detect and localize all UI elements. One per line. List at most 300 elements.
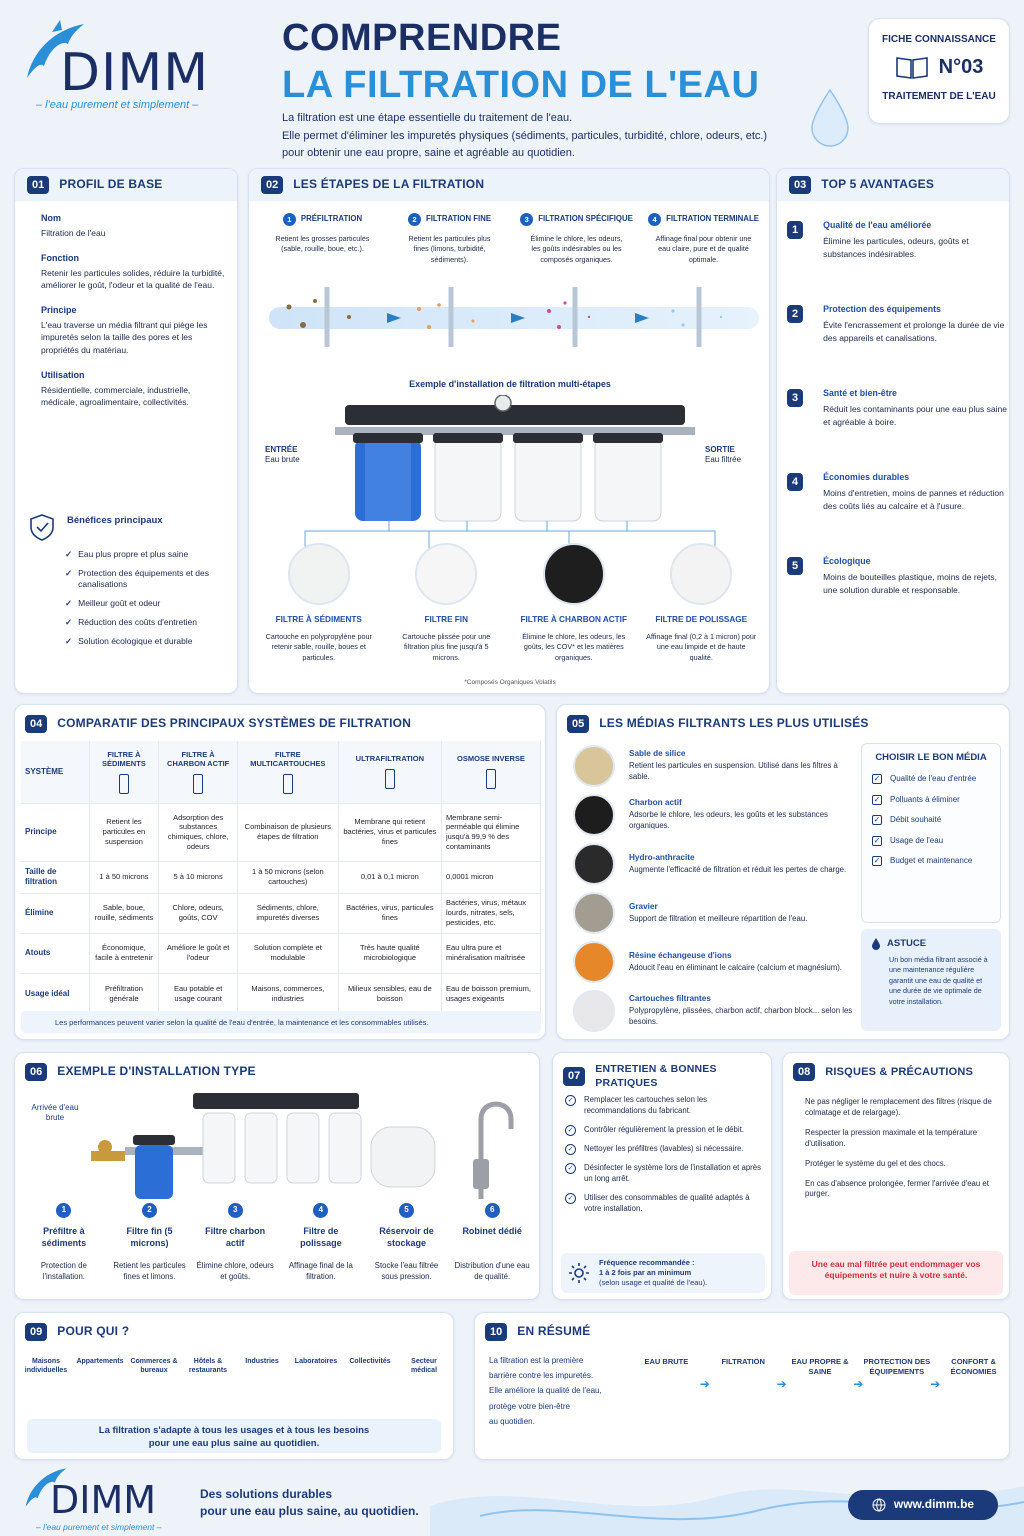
section-number: 06 [25,1063,47,1081]
step-number: 6 [485,1203,500,1218]
audience-label: Hôtels & restaurants [188,1358,228,1375]
choose-item [872,856,1000,866]
step-number: 2 [142,1203,157,1218]
check-icon: ✓ [65,598,73,609]
table-cell: Sable, boue, rouille, sédiments [89,893,159,933]
advantage-item [787,387,1007,449]
frequency-value: 1 à 2 fois par an minimum [599,1268,692,1278]
section-number: 05 [567,715,589,733]
brand-tagline: – l'eau purement et simplement – [36,99,199,111]
maintenance-item [565,1144,765,1155]
step-title: FILTRATION TERMINALE [666,214,759,224]
section-number: 03 [789,176,811,194]
frequency-label: Fréquence recommandée : [599,1258,695,1268]
profile-text: Résidentielle, commerciale, industrielle, médicale, agroalimentaire, collectivités. [41,384,191,407]
tip-text: Un bon média filtrant associé à une maintenance régulière garantit une eau de qualité et une durée de vie optimale de votre installation. [889,955,988,1006]
section-number: 07 [563,1067,585,1085]
table-cell: 0,0001 micron [441,861,540,893]
arrival-label: Arrivée d'eau brute [31,1103,79,1123]
benefit-text: Réduction des coûts d'entretien [78,617,197,628]
installation-step [278,1203,364,1283]
page-title [282,14,759,111]
advantage-desc: Moins de bouteilles plastique, moins de rejets, une solution durable et responsable. [823,572,997,595]
advantage-desc: Élimine les particules, odeurs, goûts et substances indésirables. [823,236,969,259]
profile-item [29,305,229,356]
media-desc: Adoucit l'eau en éliminant le calcaire (calcium et magnésium). [629,962,842,972]
maintenance-text: Utiliser des consommables de qualité adaptés à votre installation. [584,1192,750,1213]
table-cell: Solution complète et modulable [237,933,338,973]
audience-label: Secteur médical [410,1358,438,1375]
slogan-line: pour une eau plus saine, au quotidien. [200,1503,419,1518]
audience-label: Collectivités [349,1358,391,1365]
maintenance-item [565,1125,765,1136]
audience-label: Appartements [76,1358,124,1365]
table-cell: Chlore, odeurs, goûts, COV [159,893,238,933]
media-image [573,892,615,934]
arrow-right-icon: ➔ [853,1377,864,1391]
filter-card [255,543,383,664]
profile-label: Utilisation [41,369,85,380]
filter-desc: Affinage final (0,2 à 1 micron) pour une eau limpide et de haute qualité. [646,631,757,663]
table-cell: Très haute qualité microbiologique [338,933,441,973]
section-etapes [248,168,770,694]
advantage-title: Protection des équipements [823,304,941,314]
footer-logo [22,1464,202,1536]
choose-text: Polluants à éliminer [890,794,960,804]
maintenance-item [565,1163,765,1185]
media-title: Résine échangeuse d'ions [629,950,732,960]
media-item [573,986,853,1035]
filter-title: FILTRE DE POLISSAGE [655,615,748,624]
step-desc: Élimine le chlore, les odeurs, les goûts indésirables ou les composés organiques. [530,234,623,264]
media-image [573,843,615,885]
arrow-right-icon [635,313,649,323]
summary-step-label: CONFORT & ÉCONOMIES [950,1357,997,1376]
gear-icon [567,1261,591,1285]
tip-box [861,929,1001,1031]
summary-step [863,1351,930,1377]
header-label: FILTRE À SÉDIMENTS [102,749,146,769]
table-cell: Adsorption des substances chimiques, chlore, odeurs [159,803,238,861]
section-medias [556,704,1010,1040]
filter-card [638,543,766,664]
step-number: 4 [313,1203,328,1218]
check-circle-icon: ✓ [565,1144,576,1155]
profile-label: Principe [41,305,77,316]
media-item [573,937,853,986]
table-cell: Maisons, commerces, industries [237,973,338,1015]
audience-item [235,1353,289,1375]
summary-step [633,1351,700,1367]
profile-item [29,213,229,239]
inlet-label [265,445,300,466]
arrow-right-icon: ➔ [776,1377,787,1391]
step-desc: Affinage final de la filtration. [288,1261,353,1282]
choose-text: Débit souhaité [890,815,942,825]
arrow-right-icon: ➔ [699,1377,710,1391]
comparison-table [21,741,541,1016]
profile-label: Nom [41,213,61,223]
section-title: EN RÉSUMÉ [517,1324,591,1339]
inlet-title: ENTRÉE [265,445,298,454]
arrow-right-icon: ➔ [930,1377,941,1391]
profile-text: Filtration de l'eau [41,227,106,238]
row-label: Principe [21,803,89,861]
table-note: Les performances peuvent varier selon la qualité de l'eau d'entrée, la maintenance et les consommables utilisés. [55,1018,429,1027]
globe-icon [872,1498,886,1512]
media-image [573,941,615,983]
section-number: 02 [261,176,283,194]
section-title: COMPARATIF DES PRINCIPAUX SYSTÈMES DE FILTRATION [57,716,412,731]
table-header-cell [338,741,441,803]
choose-text: Qualité de l'eau d'entrée [890,774,977,784]
section-pour-qui [14,1312,454,1460]
step-number: 1 [56,1203,71,1218]
step-number: 3 [520,213,533,226]
media-desc: Polypropylène, plissées, charbon actif, charbon block... selon les besoins. [629,1006,853,1027]
section-number: 04 [25,715,47,733]
banner-line: pour une eau plus saine au quotidien. [148,1438,320,1450]
header-label: FILTRE MULTICARTOUCHES [250,749,326,769]
row-label: Usage idéal [21,973,89,1015]
benefit-item [65,617,239,628]
media-image [573,745,615,787]
installation-step [192,1203,278,1283]
advantage-title: Économies durables [823,472,910,482]
section-risques [782,1052,1010,1300]
maintenance-text: Contrôler régulièrement la pression et le débit. [584,1124,744,1134]
profile-text: Retenir les particules solides, réduire la turbidité, améliorer le goût, l'odeur et la qualité de l'eau. [41,267,225,290]
section-installation [14,1052,540,1300]
advantage-title: Qualité de l'eau améliorée [823,220,932,230]
installation-step [107,1203,193,1283]
system-icon [119,774,129,794]
table-header-cell [441,741,540,803]
step-desc: Distribution d'une eau de qualité. [454,1261,530,1282]
brand-tagline: – l'eau purement et simplement – [36,1522,162,1532]
section-entretien [552,1052,772,1300]
choose-text: Usage de l'eau [890,835,944,845]
outlet-label [705,445,741,466]
section-title: EXEMPLE D'INSTALLATION TYPE [57,1064,256,1079]
installation-illustration [21,1089,531,1199]
intro-line: pour obtenir une eau propre, saine et agréable au quotidien. [282,147,575,160]
summary-step [940,1351,1007,1377]
step-title: Préfiltre à sédiments [41,1226,87,1248]
filter-card [383,543,511,664]
audience-item [289,1353,343,1375]
slogan-line: Des solutions durables [200,1487,333,1501]
checkbox-icon: ✓ [873,774,881,784]
fiche-label: FICHE CONNAISSANCE [882,34,996,45]
benefit-item [65,568,239,590]
risk-text: Protéger le système du gel et des chocs. [805,1158,946,1168]
check-icon: ✓ [65,549,73,559]
section-profil [14,168,238,694]
step-desc: Élimine chlore, odeurs et goûts. [196,1261,274,1282]
table-header-cell [89,741,159,803]
summary-step [710,1351,777,1367]
filter-title: FILTRE À CHARBON ACTIF [520,615,627,624]
media-title: Cartouches filtrantes [629,994,711,1004]
table-cell: 5 à 10 microns [159,861,238,893]
choose-item [872,795,1000,805]
section-comparatif [14,704,546,1040]
installation-step [21,1203,107,1283]
filter-image [288,543,350,605]
section-title: POUR QUI ? [57,1324,130,1339]
media-item [573,888,853,937]
step-title: Robinet dédié [462,1226,522,1236]
advantage-item [787,219,1007,281]
checkbox-icon: ✓ [873,855,881,865]
media-item [573,790,853,839]
media-title: Charbon actif [629,798,682,808]
intro-line: La filtration est une étape essentielle du traitement de l'eau. [282,112,573,124]
table-cell: Sédiments, chlore, impuretés diverses [237,893,338,933]
table-cell: 1 à 50 microns (selon cartouches) [237,861,338,893]
system-icon [283,774,293,794]
summary-step [787,1351,854,1377]
section-number: 08 [793,1063,815,1081]
system-icon [486,769,496,789]
table-cell: Eau ultra pure et minéralisation maîtrisée [441,933,540,973]
section-title: ENTRETIEN & BONNES PRATIQUES [595,1063,717,1089]
section-title: PROFIL DE BASE [59,177,163,192]
header-label: FILTRE À CHARBON ACTIF [167,749,230,769]
benefit-text: Solution écologique et durable [78,636,193,647]
step-desc: Stocke l'eau filtrée sous pression. [374,1261,439,1282]
table-cell: Combinaison de plusieurs étapes de filtration [237,803,338,861]
media-desc: Support de filtration et meilleure répartition de l'eau. [629,913,808,923]
table-cell: Préfiltration générale [89,973,159,1015]
step-number: 1 [283,213,296,226]
advantage-title: Écologique [823,556,871,566]
filtration-step [390,213,509,265]
choose-media-box [861,743,1001,923]
profile-text: L'eau traverse un média filtrant qui piège les impuretés selon la taille des pores et les propriétés du matériau. [41,320,208,355]
table-cell: Eau potable et usage courant [159,973,238,1015]
table-row [21,861,541,893]
table-cell: Membrane qui retient bactéries, virus et particules fines [338,803,441,861]
audience-item [19,1353,73,1375]
summary-step-label: PROTECTION DES ÉQUIPEMENTS [863,1357,931,1376]
table-header-cell [21,741,89,803]
inlet-sub: Eau brute [265,455,300,465]
benefit-text: Eau plus propre et plus saine [78,549,189,559]
filter-title: FILTRE À SÉDIMENTS [275,615,362,624]
risk-item [795,1159,1005,1170]
profile-label: Fonction [41,253,79,263]
benefit-text: Meilleur goût et odeur [78,598,161,609]
audience-item [397,1353,451,1375]
audience-label: Industries [245,1358,279,1365]
filtration-step [644,213,763,265]
media-desc: Adsorbe le chlore, les odeurs, les goûts et les substances organiques. [629,810,828,831]
step-desc: Retient les particules plus fines (limons, turbidité, sédiments). [408,234,491,264]
table-header-row [21,741,541,803]
water-drop-icon [808,88,852,148]
table-cell: Retient les particules en suspension [89,803,159,861]
brand-logo [22,18,222,118]
advantage-desc: Moins d'entretien, moins de pannes et réduction des coûts liés au calcaire et à l'usure. [823,488,1004,511]
step-title: FILTRATION SPÉCIFIQUE [538,214,633,224]
fiche-subtitle: TRAITEMENT DE L'EAU [882,91,996,102]
step-title: Filtre charbon actif [205,1226,266,1248]
risk-item [795,1128,1005,1150]
row-label: Élimine [21,893,89,933]
risk-item [795,1179,1005,1201]
step-number: 2 [408,213,421,226]
table-cell: 0,01 à 0,1 micron [338,861,441,893]
maintenance-item [565,1193,765,1215]
benefit-item [65,598,239,609]
table-row [21,893,541,933]
filter-image [543,543,605,605]
advantage-number: 3 [787,389,803,407]
section-title: TOP 5 AVANTAGES [821,177,935,192]
footnote: *Composés Organiques Volatils [464,679,556,686]
brand-name: DIMM [50,1478,157,1522]
audience-label: Commerces & bureaux [130,1358,178,1375]
media-item [573,839,853,888]
system-icon [193,774,203,794]
check-circle-icon: ✓ [565,1193,576,1204]
website-url[interactable]: www.dimm.be [893,1497,975,1512]
audience-item [181,1353,235,1375]
section-avantages [776,168,1010,694]
risk-text: Respecter la pression maximale et la température d'utilisation. [805,1127,978,1148]
page-title-line1: COMPRENDRE [282,17,562,59]
audience-item [127,1353,181,1375]
filter-desc: Élimine le chlore, les odeurs, les goûts, les COV* et les matières organiques. [522,631,626,663]
table-row [21,933,541,973]
media-desc: Retient les particules en suspension. Utilisé dans les filtres à sable. [629,761,838,782]
choose-item [872,774,1000,784]
media-image [573,794,615,836]
step-desc: Retient les particules fines et limons. [113,1261,186,1282]
advantage-number: 4 [787,473,803,491]
website-button[interactable] [848,1490,998,1520]
table-cell: Bactéries, virus, particules fines [338,893,441,933]
media-title: Hydro-anthracite [629,852,695,862]
advantage-number: 1 [787,221,803,239]
summary-step-label: EAU BRUTE [644,1357,689,1366]
section-number: 01 [27,176,49,194]
filter-image [670,543,732,605]
header-label: SYSTÈME [25,766,64,776]
section-title: RISQUES & PRÉCAUTIONS [825,1066,974,1078]
profile-item [29,253,229,291]
benefits-label: Bénéfices principaux [67,515,163,526]
system-icon [385,769,395,789]
drop-icon [871,937,881,951]
table-header-cell [237,741,338,803]
table-row [21,803,541,861]
audience-item [73,1353,127,1375]
summary-step-label: EAU PROPRE & SAINE [791,1357,849,1376]
table-cell: Bactéries, virus, métaux lourds, nitrates, sels, pesticides, etc. [441,893,540,933]
advantage-item [787,555,1007,617]
advantage-number: 5 [787,557,803,575]
checkbox-icon: ✓ [873,794,881,804]
summary-line: Elle améliore la qualité de l'eau, [489,1386,602,1396]
advantage-number: 2 [787,305,803,323]
audience-banner [27,1419,441,1453]
banner-line: La filtration s'adapte à tous les usages et à tous les besoins [98,1425,370,1436]
summary-line: protège votre bien-être [489,1401,570,1411]
filtration-step [517,213,636,265]
outlet-title: SORTIE [705,445,735,454]
filter-image [415,543,477,605]
arrow-right-icon [387,313,401,323]
table-cell: Eau de boisson premium, usages exigeants [441,973,540,1015]
fiche-number: N°03 [938,56,984,78]
media-desc: Augmente l'efficacité de filtration et réduit les pertes de charge. [629,864,847,874]
media-image [573,990,615,1032]
audience-label: Laboratoires [294,1358,338,1365]
example-caption: Exemple d'installation de filtration multi-étapes [409,379,611,389]
choose-title: CHOISIR LE BON MÉDIA [875,752,987,763]
media-title: Sable de silice [629,749,686,759]
summary-step-label: FILTRATION [721,1357,765,1366]
table-cell: Économique, facile à entretenir [89,933,159,973]
section-title: LES ÉTAPES DE LA FILTRATION [293,177,485,192]
choose-item [872,815,1000,825]
advantage-item [787,471,1007,533]
filtration-step [263,213,382,265]
benefit-text: Protection des équipements et des canalisations [78,568,210,590]
installation-step [449,1203,535,1283]
choose-item [872,836,1000,846]
alert-box [789,1251,1003,1295]
filtration-flow [269,287,759,347]
step-title: FILTRATION FINE [425,214,492,224]
section-resume [474,1312,1010,1460]
advantage-item [787,303,1007,365]
brand-name: DIMM [60,43,210,103]
benefit-item [65,636,239,647]
maintenance-text: Désinfecter le système lors de l'installation et après un long arrêt. [584,1162,761,1183]
tip-title: ASTUCE [887,937,927,949]
risk-text: Ne pas négliger le remplacement des filtres (risque de colmatage et de relargage). [805,1097,992,1117]
outlet-sub: Eau filtrée [705,455,742,465]
table-row [21,973,541,1015]
choose-text: Budget et maintenance [890,855,973,865]
step-title: PRÉFILTRATION [300,214,363,224]
step-number: 3 [228,1203,243,1218]
filter-title: FILTRE FIN [424,615,468,624]
checkbox-icon: ✓ [873,815,881,825]
media-item [573,741,853,790]
table-cell: 1 à 50 microns [89,861,159,893]
summary-line: au quotidien. [489,1416,535,1426]
risk-text: En cas d'absence prolongée, fermer l'arrivée d'eau et purger. [805,1178,989,1199]
risk-item [795,1097,1005,1119]
maintenance-text: Nettoyer les préfiltres (lavables) si nécessaire. [584,1143,744,1153]
section-title: LES MÉDIAS FILTRANTS LES PLUS UTILISÉS [599,716,869,731]
media-title: Gravier [629,901,658,911]
row-label: Taille de filtration [21,861,89,893]
intro-line: Elle permet d'éliminer les impuretés physiques (sédiments, particules, turbidité, chlore, odeurs, etc.) [282,129,768,142]
maintenance-text: Remplacer les cartouches selon les recommandations du fabricant. [584,1095,708,1115]
check-circle-icon: ✓ [565,1163,576,1174]
table-cell: Membrane semi-perméable qui élimine jusqu'à 99,9 % des contaminants [441,803,540,861]
filter-desc: Cartouche en polypropylène pour retenir sable, rouille, boues et particules. [265,631,372,663]
row-label: Atouts [21,933,89,973]
maintenance-item [565,1095,765,1117]
shield-check-icon [29,513,55,541]
